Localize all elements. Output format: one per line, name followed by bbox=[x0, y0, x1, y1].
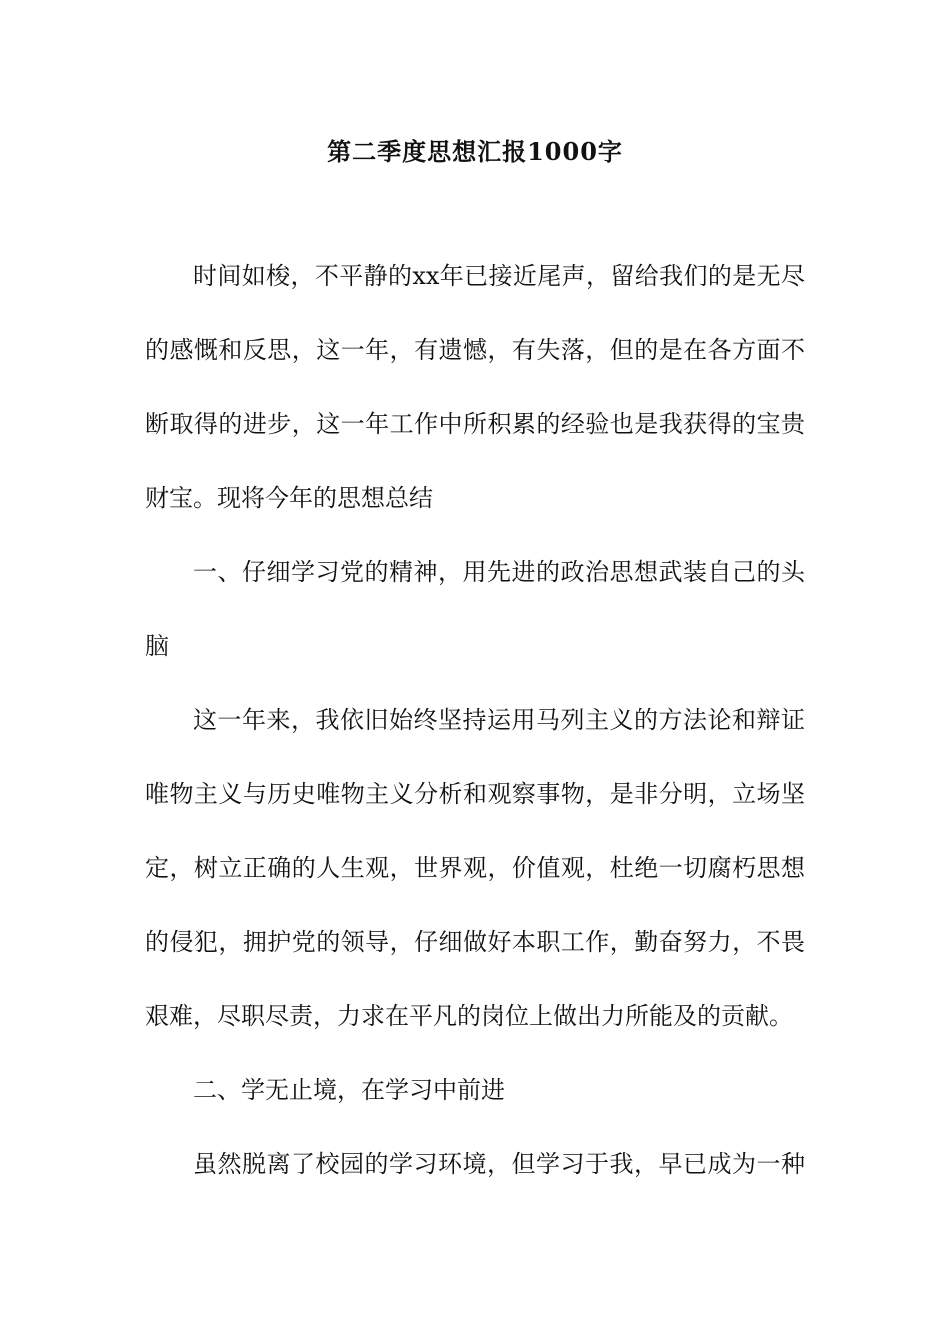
paragraph-intro-line-3: 断取得的进步，这一年工作中所积累的经验也是我获得的宝贵 bbox=[145, 410, 805, 438]
paragraph-section-1-line-2: 唯物主义与历史唯物主义分析和观察事物，是非分明，立场坚 bbox=[145, 780, 805, 808]
paragraph-section-1-line-1: 这一年来，我依旧始终坚持运用马列主义的方法论和辩证 bbox=[193, 706, 805, 734]
section-heading-2: 二、学无止境，在学习中前进 bbox=[193, 1076, 505, 1104]
paragraph-section-1-line-4: 的侵犯，拥护党的领导，仔细做好本职工作，勤奋努力，不畏 bbox=[145, 928, 805, 956]
section-heading-1-line-1: 一、仔细学习党的精神，用先进的政治思想武装自己的头 bbox=[193, 558, 805, 586]
paragraph-section-1-line-3: 定，树立正确的人生观，世界观，价值观，杜绝一切腐朽思想 bbox=[145, 854, 805, 882]
paragraph-section-2-line-1: 虽然脱离了校园的学习环境，但学习于我，早已成为一种 bbox=[193, 1150, 805, 1178]
section-heading-1-line-2: 脑 bbox=[145, 632, 169, 660]
paragraph-intro-line-1: 时间如梭，不平静的xx年已接近尾声，留给我们的是无尽 bbox=[193, 262, 805, 290]
document-title: 第二季度思想汇报1000字 bbox=[327, 137, 623, 166]
paragraph-section-1-line-5: 艰难，尽职尽责，力求在平凡的岗位上做出力所能及的贡献。 bbox=[145, 1002, 793, 1030]
paragraph-intro-line-4: 财宝。现将今年的思想总结 bbox=[145, 484, 433, 512]
document-body bbox=[145, 253, 805, 1215]
paragraph-intro-line-2: 的感慨和反思，这一年，有遗憾，有失落，但的是在各方面不 bbox=[145, 336, 805, 364]
